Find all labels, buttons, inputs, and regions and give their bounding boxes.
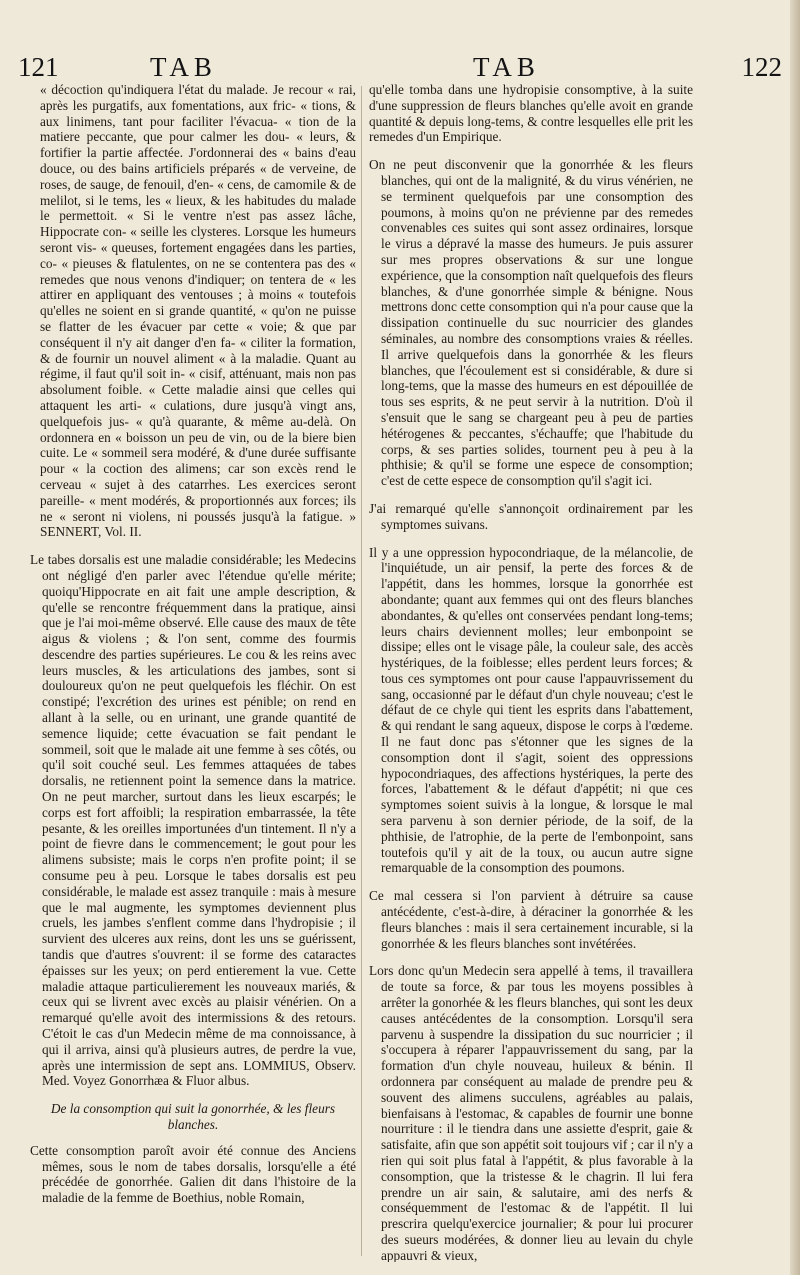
paragraph-6: Lors donc qu'un Medecin sera appellé à tems, il travaillera de toute sa force, & par tous les moyens possibles à arrêter la gonorhée & les fleurs blanches, qui sont les deux causes antécédentes de la consomption. Lorsqu'il sera parvenu à suspendre la dissipation du suc nourricier ; il s'occupera à réparer l'appauvrissement du sang, par la formation d'un chyle nouveau, huileux & bénin. Il ordonnera par conséquent au malade de prendre peu & souvent des alimens succulens, agréables au palais, bienfaisans à l'estomac, & capables de fournir une bonne nourriture : il le tiendra dans une assiette d'esprit, gaie & satisfaite, afin que son appétit soit toujours vif ; car il n'y a rien qui soit plus fatal à l'appétit, & plus favorable à la consomption, que la tristesse & le chagrin. Il lui fera prendre un air sain, & salutaire, ami des nerfs & conséquemment de l'estomac & de l'appétit. Il lui prescrira quelqu'exercice journalier; & pour lui procurer des sueurs modérées, & donner lieu au levain du chyle appauvri & vieux, bbox=[369, 963, 693, 1262]
right-column bbox=[369, 82, 693, 1262]
left-column bbox=[30, 82, 356, 1262]
tabes-dorsalis-paragraph: Le tabes dorsalis est une maladie considérable; les Medecins ont négligé d'en parler avec l'étendue qu'elle mérite; quoiqu'Hippocrate en ait fait une ample description, & qu'elle se rencontre fréquemment dans la pratique, ainsi que je l'ai moi-même observé. Elle cause des maux de tête aigus & violens ; & l'on sent, comme des fourmis descendre des parties supérieures. Le cou & les reins avec leurs muscles, & les articulations des jambes, sont si douloureux qu'on ne peut quelquefois les fléchir. On est constipé; l'excrétion des urines est pénible; on rend en allant à la selle, ou en urinant, une grande quantité de semence liquide; cette évacuation se fait pendant le sommeil, soit que le malade ait une femme à ses côtés, ou qu'il soit couché seul. Les femmes attaquées de tabes dorsalis, ne retiennent point la semence dans la matrice. On ne peut marcher, surtout dans les lieux escarpés; le corps est fort affoibli; la respiration embarrassée, la tête pesante, & les oreilles importunées d'un tintement. Il n'y a point de fievre dans le commencement; le gout pour les alimens subsiste; mais le corps n'en profite point; il se consume peu à peu. Lorsque le tabes dorsalis est peu considérable, le malade est assez tranquile : mais à mesure que le mal augmente, les symptomes deviennent plus cruels, les jambes s'enflent comme dans l'hydropisie ; il survient des ulceres aux reins, dont les uns se guérissent, tandis que d'autres s'ouvrent: il se forme des cataractes épaisses sur les yeux; on perd entierement la vue. Cette maladie attaque particulierement les nouveaux mariés, & ceux qui se livrent avec excès au plaisir vénérien. On a remarqué qu'elle avoit des intermissions & des retours. C'étoit le cas d'un Medecin même de ma connoissance, à qui il arriva, ainsi qu'à plusieurs autres, de perdre la vue, après une intermission de sept ans. LOMMIUS, Observ. Med. Voyez Gonorrhæa & Fluor albus. bbox=[30, 552, 356, 1089]
page-edge bbox=[790, 0, 800, 1275]
column-divider bbox=[361, 86, 362, 1256]
running-title-right: TAB bbox=[473, 52, 540, 82]
running-title-left: TAB bbox=[150, 52, 217, 82]
page-number-right: 122 bbox=[741, 52, 782, 82]
page-number-left: 121 bbox=[18, 52, 59, 82]
sennert-quote: « décoction qu'indiquera l'état du malade. Je recour « rai, après les purgatifs, aux fomentations, aux fric- « tions, & aux linimens, tant pour faciliter l'évacua- « tion de la matiere peccante, que pour calmer les dou- « leurs, & fortifier la partie affectée. J'ordonnerai des « bains d'eau douce, ou des bains artificiels préparés « de verveine, de roses, de sauge, de fenouil, d'en- « cens, de camomile & de melilot, si le tems, les « lieux, & les habitudes du malade le permettoit. « Si le ventre n'est pas assez lâche, Hippocrate con- « seille les clysteres. Lorsque les humeurs seront vis- « queuses, fortement engagées dans les parties, co- « pieuses & flatulentes, on ne se contentera pas des « remedes que nous venons d'indiquer; on tentera de « les attirer en appliquant des ventouses ; à moins « toutefois qu'elles ne soient en si grande quantité, « qu'on ne puisse se flatter de les évacuer par cette « voie; & que par conséquent il n'y ait danger d'en fa- « ciliter la formation, & de fournir un nouvel aliment « à la maladie. Quant au régime, il faut qu'il soit in- « cisif, atténuant, mais non pas absolument foible. « Cette maladie ainsi que celles qui attaquent les arti- « culations, dure jusqu'à vingt ans, quelquefois jus- « qu'à quarante, & même au-delà. On ordonnera en « boisson un peu de vin, ou de la biere bien cuite. Le « sommeil sera modéré, & d'une durée suffisante pour « la coction des alimens; car son excès rend le cerveau « sujet à des catarrhes. Les exercices seront pareille- « ment modérés, & proportionnés aux forces; ils ne « seront ni violens, ni poussés jusqu'à la fatigue. » SENNERT, Vol. II. bbox=[40, 82, 356, 540]
section-paragraph: Cette consomption paroît avoir été connue des Anciens mêmes, sous le nom de tabes dorsalis, lorsqu'elle a été précédée de gonorrhée. Galien dit dans l'histoire de la maladie de la femme de Boethius, noble Romain, bbox=[30, 1142, 356, 1206]
paragraph-5: Ce mal cessera si l'on parvient à détruire sa cause antécédente, c'est-à-dire, à déraciner la gonorrhée & les fleurs blanches : mais il sera certainement incurable, si la gonorrhée & les fleurs blanches sont invétérées. bbox=[369, 888, 693, 951]
section-heading: De la consomption qui suit la gonorrhée, & les fleurs blanches. bbox=[50, 1101, 336, 1132]
paragraph-1: qu'elle tomba dans une hydropisie consomptive, à la suite d'une suppression de fleurs blanches qu'elle avoit en grande quantité & depuis long-tems, & contre lesquelles elle prit les remedes d'un Empirique. bbox=[369, 82, 693, 145]
running-header bbox=[18, 52, 782, 82]
paragraph-3: J'ai remarqué qu'elle s'annonçoit ordinairement par les symptomes suivans. bbox=[369, 500, 693, 532]
paragraph-4: Il y a une oppression hypocondriaque, de la mélancolie, de l'inquiétude, un air pensif, la perte des forces & de l'appétit, dans les hommes, lorsque la gonorrhée est abondante; quant aux femmes qui ont des fleurs blanches abondantes, & qu'elles ont conservées pendant long-tems; leurs chairs deviennent molles; leur embonpoint se dissipe; elles ont le visage pâle, la couleur sale, des accès hystériques, de la foiblesse; elles perdent leurs forces; & tous ces symptomes ont pour cause l'appauvrissement du sang, occasionné par le défaut d'un chyle nouveau; c'est le défaut de ce chyle qui tient les esprits dans l'abattement, & qui rendant le sang aqueux, dispose le corps à l'œdeme. Il ne faut donc pas s'étonner que les signes de la consomption dont il s'agit, soient des oppressions hypocondriaques, des affections hystériques, la perte des forces, l'abattement & le défaut d'appétit; ni que ces symptomes soient suivis à la longue, & lorsque le mal sera parvenu à son dernier période, de la soif, de la phthisie, de l'atrophie, de la perte de l'embonpoint, sans toutefois qu'il y ait de la toux, ou aucun autre signe remarquable de la consomption des poumons. bbox=[369, 544, 693, 876]
paragraph-2: On ne peut disconvenir que la gonorrhée & les fleurs blanches, qui ont de la malignité, & du virus vénérien, ne se terminent quelquefois par une consomption des poumons, à moins qu'on ne prévienne par des remedes convenables ces suites qui sont assez ordinaires, lorsque le virus a dépravé la masse des humeurs. Je puis assurer sur mes propres observations & sur une longue expérience, que la consomption naît quelquefois des fleurs blanches, & d'une gonorrhée simple & bénigne. Nous mettrons donc cette consomption qui n'a pour cause que la dissipation continuelle du suc nourricier des glandes séminales, au nombre des consomptions vraies & réelles. Il arrive quelquefois dans la gonorrhée & les fleurs blanches, que l'écoulement est si considérable, & dure si long-tems, que la masse des humeurs en est dépouillée de tous ses esprits, & ne peut servir à la nutrition. D'où il s'ensuit que le sang se chargeant peu à peu de parties hétérogenes & peccantes, s'échauffe; que l'habitude du corps, & ses parties solides, tournent peu à peu à la phthisie; & qu'il se forme une espece de consomption; c'est de cette espece de consomption qu'il s'agit ici. bbox=[369, 157, 693, 489]
